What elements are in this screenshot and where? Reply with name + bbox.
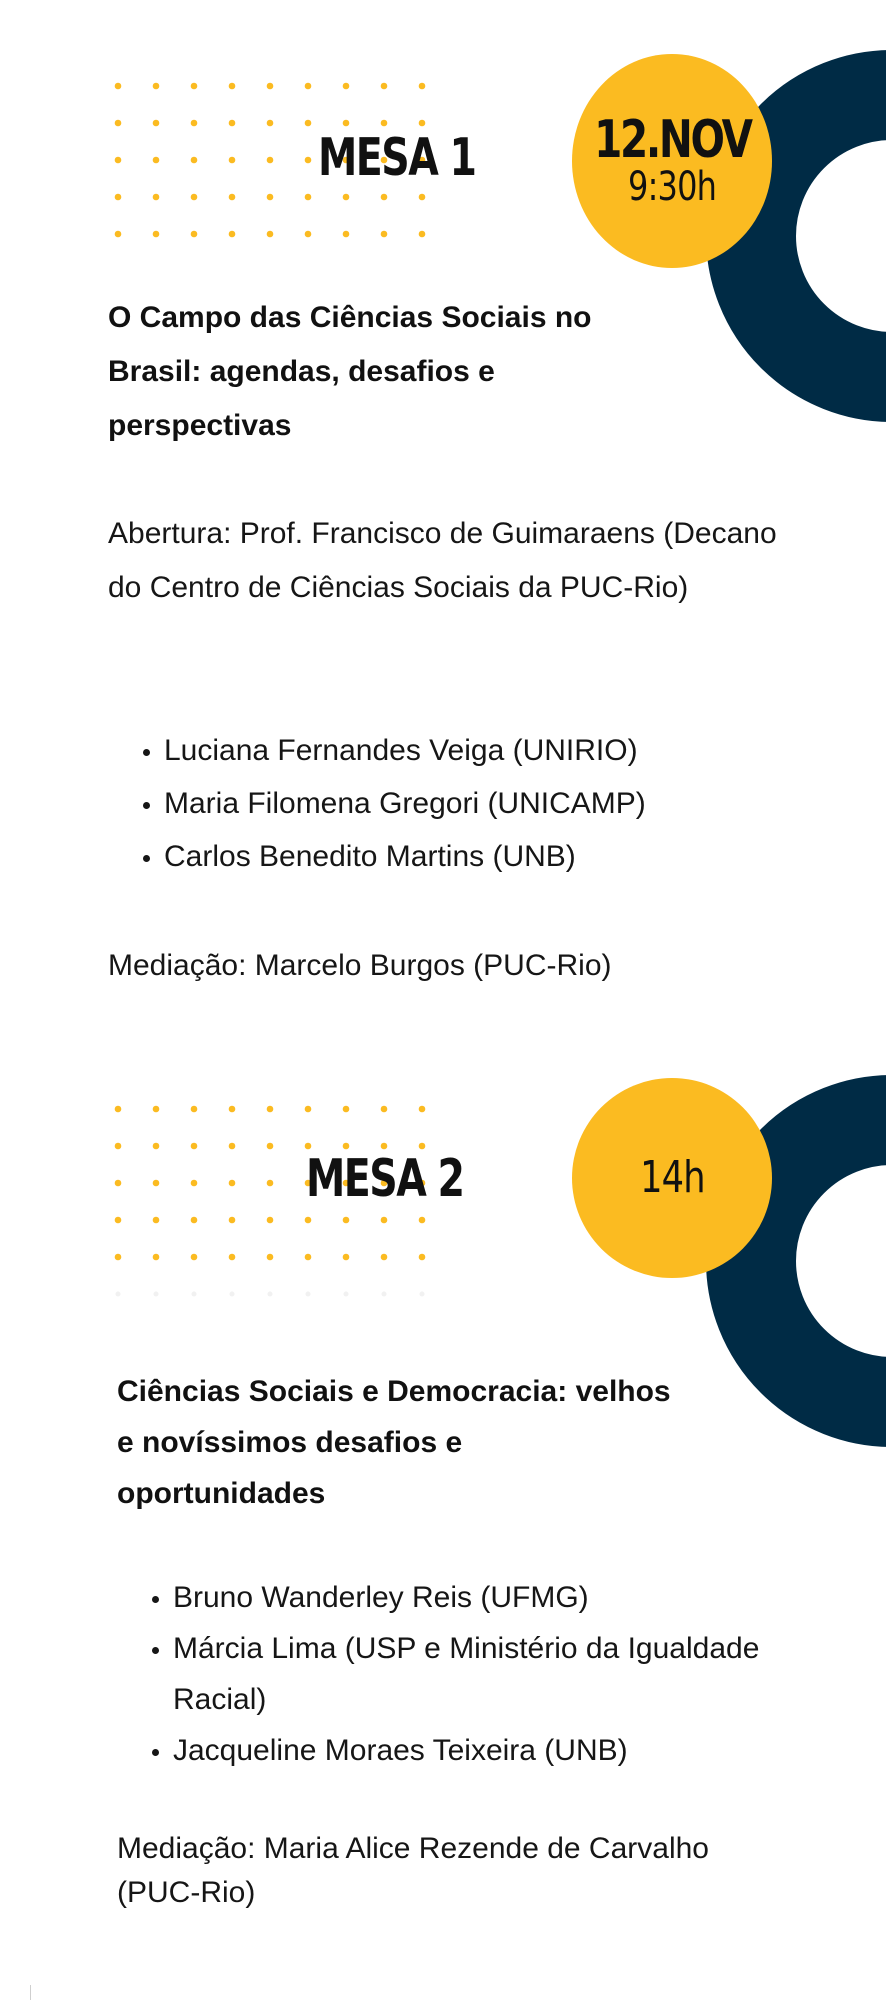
mesa1-mediation: Mediação: Marcelo Burgos (PUC-Rio)	[108, 949, 612, 982]
list-item: • Bruno Wanderley Reis (UFMG)	[173, 1572, 813, 1623]
mesa1-topic: O Campo das Ciências Sociais no Brasil: agendas, desafios e perspectivas	[108, 301, 592, 442]
mesa1-time: 9:30h	[627, 164, 717, 210]
mesa2-time: 14h	[639, 1151, 705, 1203]
mesa1-speaker-list	[108, 724, 864, 883]
page-edge-mark	[30, 1985, 31, 2000]
list-item: • Carlos Benedito Martins (UNB)	[164, 830, 864, 883]
list-item: • Jacqueline Moraes Teixeira (UNB)	[173, 1725, 813, 1776]
mesa2-mediation: Mediação: Maria Alice Rezende de Carvalho (PUC-Rio)	[117, 1832, 709, 1909]
mesa1-opening: Abertura: Prof. Francisco de Guimaraens (Decano do Centro de Ciências Sociais da PUC-Rio)	[108, 517, 777, 604]
mesa2-topic: Ciências Sociais e Democracia: velhos e novíssimos desafios e oportunidades	[117, 1375, 671, 1510]
mesa1-title: MESA 1	[318, 128, 476, 188]
mesa2-speaker-list	[117, 1572, 813, 1776]
list-item: • Luciana Fernandes Veiga (UNIRIO)	[164, 724, 864, 777]
mesa1-datetime-badge	[572, 54, 772, 268]
list-item: • Márcia Lima (USP e Ministério da Igualdade Racial)	[173, 1623, 813, 1725]
mesa2-title: MESA 2	[306, 1149, 464, 1209]
mesa1-date: 12.NOV	[593, 110, 751, 170]
list-item: • Maria Filomena Gregori (UNICAMP)	[164, 777, 864, 830]
mesa2-time-badge	[572, 1078, 772, 1278]
